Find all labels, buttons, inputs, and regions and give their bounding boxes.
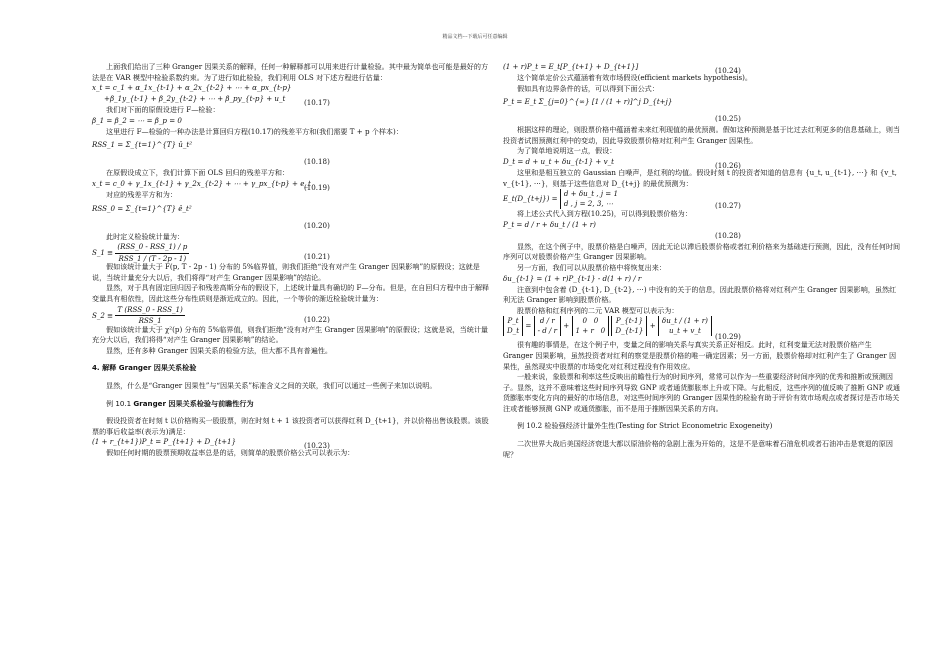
equation: β_1 = β_2 = ⋯ = β_p = 0 bbox=[92, 115, 182, 125]
equation-number: (10.19) bbox=[304, 182, 330, 192]
paragraph: 对应的残差平方和为： bbox=[106, 189, 177, 199]
matrix-row bbox=[576, 316, 606, 326]
matrix-cell: - d / r bbox=[537, 326, 558, 336]
equation-number: (10.26) bbox=[715, 160, 741, 170]
paragraph: 这个简单定价公式蕴涵着有效市场假设(efficient markets hypothesis)。 bbox=[517, 73, 752, 82]
paragraph: 为了简单地说明这一点，假设： bbox=[517, 146, 617, 156]
example-title: Granger 因果关系检验与前瞻性行为 bbox=[133, 398, 254, 408]
fraction bbox=[115, 305, 184, 327]
section-heading: 4. 解释 Granger 因果关系检验 bbox=[92, 363, 197, 373]
matrix-cell: P_{t-1} bbox=[615, 316, 643, 326]
equation-lhs: S_2 ≡ bbox=[92, 310, 114, 320]
example-title: 检验强经济计量外生性(Testing for Strict Econometric Exogeneity) bbox=[544, 421, 773, 431]
matrix-lag bbox=[611, 316, 647, 336]
equation-row bbox=[92, 116, 492, 127]
paragraph: 显然，还有多种 Granger 因果关系的检验方法，但大都不具有普遍性。 bbox=[106, 345, 333, 355]
equation bbox=[92, 242, 189, 264]
equation bbox=[92, 305, 185, 327]
matrix-equation: P_t D_t = d / r - d / r + 0 0 1 + r 0 P_{t-1} D_{t-1} + δu_t / (1 + r) u_t + v_t bbox=[503, 316, 712, 336]
example-heading bbox=[92, 399, 492, 410]
paragraph: 此时定义检验统计量为： bbox=[106, 231, 185, 241]
equation-number-row bbox=[503, 114, 903, 125]
matrix-row bbox=[576, 326, 606, 336]
equation-row bbox=[92, 437, 492, 451]
equation-row bbox=[92, 83, 492, 94]
paragraph: 股票价格和红利序列的二元 VAR 模型可以表示为： bbox=[517, 305, 679, 315]
equation: RSS_0 = Σ_{t=1}^{T} ê_t² bbox=[92, 203, 192, 213]
equation-number: (10.27) bbox=[715, 201, 741, 211]
paragraph: 假如具有边界条件的话，可以得到下面公式： bbox=[517, 83, 659, 93]
matrix-cell: D_t bbox=[507, 326, 520, 336]
paragraph: 一般来说，象股票和利率这些反映出前瞻性行为的时间序列，常常可以作为一些重要经济时间序列的优秀和推断或预测因子。显然，这并不意味着这些时间序列导致 GNP 或者通货膨胀率上升或下降。与此相反，这些序列的值反映了推断 GNP 或通货膨胀率变化方向的最好的市场信息，对这些时间序列的 Granger 因果性的检验有助于评价有效市场观点或者探讨是否市场关注或者能够预测 GNP 或通货膨胀，而不是用于推断因果关系的方向。 bbox=[503, 372, 900, 413]
equation-row bbox=[92, 242, 492, 262]
equation-row bbox=[503, 62, 903, 73]
paragraph: 显然，对于具有固定回归因子和残差高斯分布的假设下，上述统计量具有确切的 F—分布。但是，在自回归方程中由于解释变量具有相依性，因此这些分布性质则是渐近成立的。因此，一个等价的渐近检验统计量为： bbox=[92, 283, 490, 303]
equation-row bbox=[92, 305, 492, 325]
equation: +β_1y_{t-1} + β_2y_{t-2} + ⋯ + β_py_{t-p} + u_t bbox=[104, 94, 286, 104]
paragraph: 二次世界大战后美国经济衰退大都以原油价格的急剧上涨为开始的，这是不是意味着石油危机或者石油冲击是衰退的原因呢？ bbox=[503, 439, 893, 459]
matrix-cell: 1 + r bbox=[575, 326, 594, 336]
equation-number-row bbox=[92, 157, 492, 168]
paragraph: 我们对下面的原假设进行 F—检验： bbox=[106, 105, 220, 115]
matrix-cell: δu_t / (1 + r) bbox=[661, 316, 708, 326]
paragraph: 假设投资者在时刻 t 以价格购买一股股票，则在时刻 t + 1 该投资者可以获得红利 D_{t+1}，并以价格出售该股票。该股票的事后收益率(表示为)满足： bbox=[92, 416, 489, 436]
equation-row bbox=[503, 220, 903, 231]
fraction-denominator: RSS_1 / (T - 2p - 1) bbox=[118, 253, 187, 263]
matrix-coef bbox=[572, 316, 610, 336]
paragraph: 假如该统计量大于 F(p, T - 2p - 1) 分布的 5%临界值，则我们拒绝“没有对产生 Granger 因果影响”的原假设；这就是说，当统计量充分大以后，我们将得“对产生 Granger 因果影响”的结论。 bbox=[92, 262, 480, 282]
example-number: 例 10.2 bbox=[517, 421, 543, 431]
equation: RSS_1 = Σ_{t=1}^{T} û_t² bbox=[92, 140, 193, 150]
example-heading bbox=[503, 421, 903, 432]
paragraph: 很有趣的事情是，在这个例子中，变量之间的影响关系与真实关系正好相反。此时，红利变量无法对股票价格产生 Granger 因果影响，虽然投资者对红利的察觉是股票价格的唯一确定因素；另一方面，股票价格却对红利产生了 Granger 因果性，虽然现实中股票的市场变化对红利过程没有作用效应。 bbox=[503, 340, 897, 371]
paragraph: 假如任何时期的股票预期收益率总是的话，则简单的股票价格公式可以表示为： bbox=[106, 448, 355, 458]
case-line: d , j = 2, 3, ⋯ bbox=[563, 199, 613, 209]
paragraph: 另一方面，我们可以从股票价格中将恢复出来： bbox=[517, 262, 666, 272]
paragraph: 这里进行 F—检验的一种办法是计算回归方程(10.17)的残差平方和(我们需要 T + p 个样本)： bbox=[106, 126, 403, 136]
equation-row bbox=[503, 316, 903, 340]
paragraph: 将上述公式代入到方程(10.25)，可以得到股票价格为： bbox=[517, 209, 692, 219]
equation-row bbox=[503, 94, 903, 114]
page-header: 精品文档---下载后可任意编辑 bbox=[442, 34, 508, 40]
equation-number: (10.25) bbox=[715, 114, 741, 124]
equation-lhs: S_1 ≡ bbox=[92, 248, 114, 258]
paragraph: 上面我们给出了三种 Granger 因果关系的解释，任何一种解释都可以用来进行计量检验。其中最为简单也可能是最好的方法是在 VAR 模型中检验系数约束。为了进行如此检验，我们利用 OLS 对下述方程进行估量： bbox=[92, 62, 489, 82]
equation-row bbox=[92, 179, 492, 190]
paragraph: 假如该统计量大于 χ²(p) 分布的 5%临界值，则我们拒绝“没有对产生 Granger 因果影响”的原假设；这就是说，当统计量充分大以后，我们将得“对产生 Granger 因果影响”的结论。 bbox=[92, 324, 489, 345]
left-column bbox=[92, 62, 492, 459]
matrix-cell: u_t + v_t bbox=[669, 326, 701, 336]
matrix-cell: 0 bbox=[593, 316, 599, 326]
fraction bbox=[115, 242, 189, 264]
matrix-cell: 0 bbox=[600, 326, 606, 336]
equation: x_t = c_1 + α_1x_{t-1} + α_2x_{t-2} + ⋯ + α_px_{t-p} bbox=[92, 83, 292, 93]
paragraph: 显然，什么是“Granger 因果性”与“因果关系”标准含义之间的关联，我们可以通过一些例子来加以说明。 bbox=[106, 380, 437, 390]
equation-number: (10.28) bbox=[715, 230, 741, 240]
equation-row bbox=[92, 201, 492, 221]
right-column bbox=[503, 62, 903, 460]
equation-number: (10.18) bbox=[304, 157, 330, 167]
equation-row bbox=[92, 137, 492, 157]
equation-row bbox=[503, 274, 903, 285]
equation-number-row bbox=[503, 231, 903, 242]
equation-row bbox=[92, 94, 492, 108]
equation-number: (10.22) bbox=[304, 314, 330, 324]
matrix-lhs bbox=[503, 316, 523, 336]
equation-number-row bbox=[92, 221, 492, 232]
equation-number: (10.24) bbox=[715, 66, 741, 75]
equation: x_t = c_0 + γ_1x_{t-1} + γ_2x_{t-2} + ⋯ + γ_px_{t-p} + e_t bbox=[92, 178, 311, 188]
equation-number: (10.20) bbox=[304, 220, 330, 230]
equation: (1 + r)P_t = E_t[P_{t+1} + D_{t+1}] bbox=[503, 62, 639, 71]
equation: (1 + r_{t+1})P_t = P_{t+1} + D_{t+1} bbox=[92, 437, 237, 447]
equation-number: (10.17) bbox=[304, 98, 330, 108]
equation-number: (10.29) bbox=[715, 332, 741, 342]
fraction-numerator: (RSS_0 - RSS_1) / p bbox=[115, 242, 189, 254]
equation-row bbox=[503, 189, 903, 209]
equation-row bbox=[503, 157, 903, 168]
paragraph: 显然，在这个例子中，股票价格是白噪声，因此无论以滞后股票价格或者红利价格来为基础进行预测，因此，没有任何时间序列可以对股票价格产生 Granger 因果影响。 bbox=[503, 241, 901, 262]
fraction-denominator: RSS_1 bbox=[138, 316, 162, 326]
paragraph: 注意到中包含着 (D_{t-1}, D_{t-2}, ⋯) 中没有的关于的信息，因此股票价格将对红利产生 Granger 因果影响，虽然红利无法 Granger 影响到股票价格。 bbox=[503, 284, 897, 305]
matrix-cell: D_{t-1} bbox=[615, 326, 644, 336]
paragraph: 根据这样的理论，则股票价格中蕴涵着未来红利现值的最优预测。假如这种预测是基于比过去红利更多的信息基础上，则当投资者试图预测红利中的变动，因此导致股票价格对红利产生 Granger 因果性。 bbox=[503, 125, 901, 145]
matrix-cell: 0 bbox=[582, 316, 587, 326]
equation-lhs: E_t(D_{t+j}) = bbox=[503, 194, 558, 204]
equation: δu_{t-1} = (1 + r)P_{t-1} - d(1 + r) / r bbox=[503, 273, 642, 283]
equation-number: (10.23) bbox=[304, 441, 330, 451]
paragraph: 在原假设成立下，我们计算下面 OLS 回归的残差平方和： bbox=[106, 168, 290, 178]
example-number: 例 10.1 bbox=[106, 398, 132, 408]
matrix-error bbox=[658, 316, 712, 336]
matrix-cell: d / r bbox=[539, 316, 555, 326]
equation: P_t = E_t Σ_{j=0}^{∞} [1 / (1 + r)]^j D_{t+j} bbox=[503, 97, 673, 107]
equation: P_t = d / r + δu_t / (1 + r) bbox=[503, 219, 596, 229]
matrix-cell: P_t bbox=[507, 316, 519, 326]
fraction-numerator: T (RSS_0 - RSS_1) bbox=[115, 305, 184, 317]
equation bbox=[503, 189, 618, 209]
equation-number: (10.21) bbox=[304, 252, 330, 262]
case-line: d + δu_t , j = 1 bbox=[563, 189, 619, 199]
equation: D_t = d + u_t + δu_{t-1} + v_t bbox=[503, 156, 614, 166]
paragraph: 这里和是相互独立的 Gaussian 白噪声，是红利的均值。假设时刻 t 的投资者知道的信息有 {u_t, u_{t-1}, ⋯} 和 {v_t, v_{t-1}, ⋯}，则基于这些信息对 D_{t+j} 的最优预测为： bbox=[503, 167, 897, 188]
matrix-const bbox=[534, 316, 561, 336]
cases-brace bbox=[560, 189, 618, 209]
